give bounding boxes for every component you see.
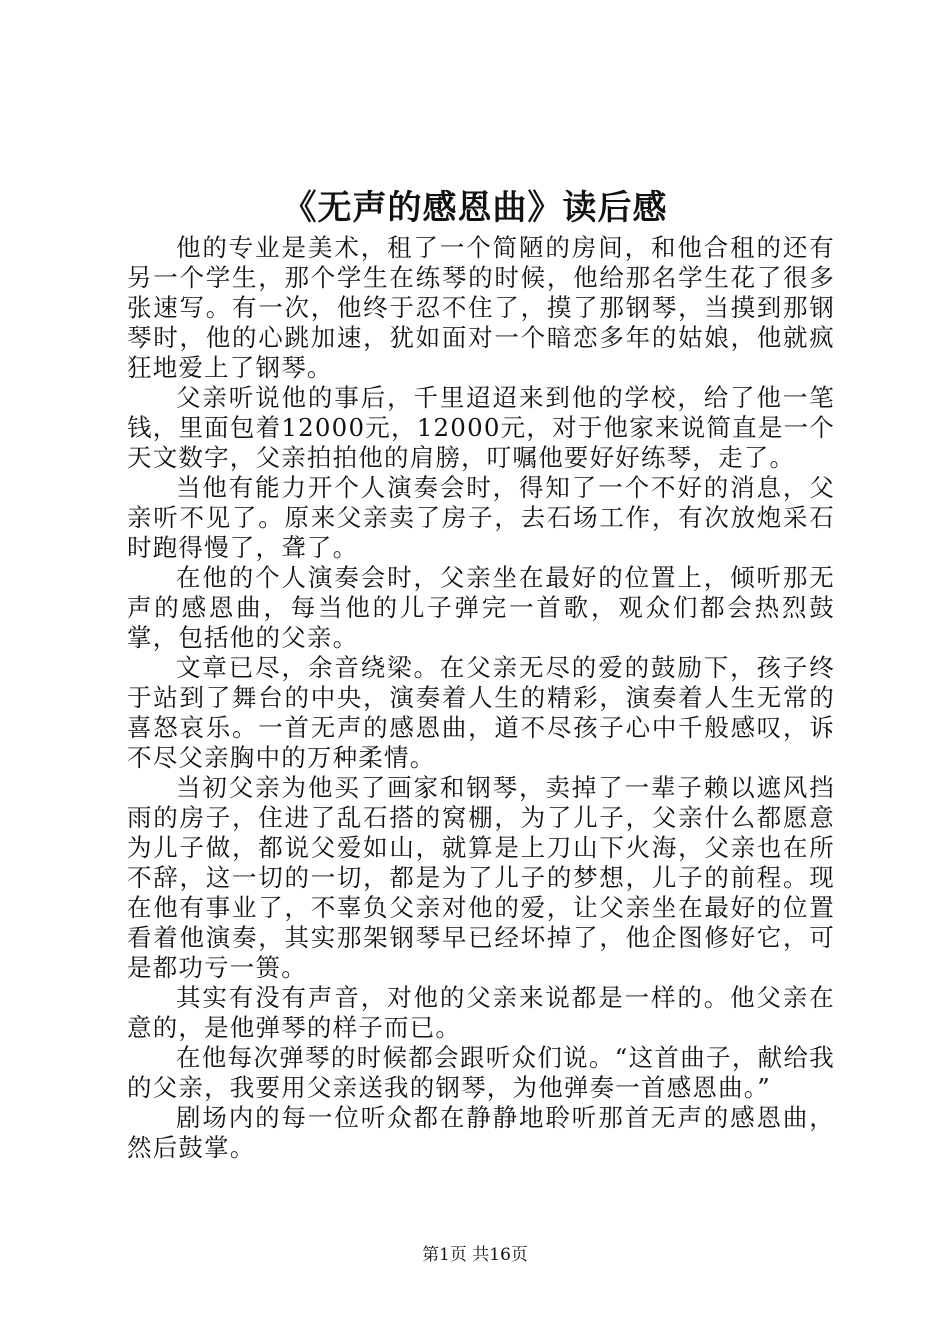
paragraph: 其实有没有声音，对他的父亲来说都是一样的。他父亲在意的，是他弹琴的样子而已。 <box>127 983 835 1042</box>
paragraph: 当初父亲为他买了画家和钢琴，卖掉了一辈子赖以遮风挡雨的房子，住进了乱石搭的窝棚，为了儿子，父亲什么都愿意为儿子做，都说父爱如山，就算是上刀山下火海，父亲也在所不辞，这一切的一切，都是为了儿子的梦想，儿子的前程。现在他有事业了，不辜负父亲对他的爱，让父亲坐在最好的位置看着他演奏，其实那架钢琴早已经坏掉了，他企图修好它，可是都功亏一篑。 <box>127 773 835 982</box>
paragraph: 文章已尽，余音绕梁。在父亲无尽的爱的鼓励下，孩子终于站到了舞台的中央，演奏着人生的精彩，演奏着人生无常的喜怒哀乐。一首无声的感恩曲，道不尽孩子心中千般感叹，诉不尽父亲胸中的万种柔情。 <box>127 653 835 772</box>
paragraph: 当他有能力开个人演奏会时，得知了一个不好的消息，父亲听不见了。原来父亲卖了房子，去石场工作，有次放炮采石时跑得慢了，聋了。 <box>127 473 835 562</box>
document-title: 《无声的感恩曲》读后感 <box>282 188 668 228</box>
paragraph: 父亲听说他的事后，千里迢迢来到他的学校，给了他一笔钱，里面包着12000元，12000元，对于他家来说简直是一个天文数字，父亲拍拍他的肩膀，叮嘱他要好好练琴，走了。 <box>127 383 835 472</box>
paragraph: 在他的个人演奏会时，父亲坐在最好的位置上，倾听那无声的感恩曲，每当他的儿子弹完一首歌，观众们都会热烈鼓掌，包括他的父亲。 <box>127 563 835 652</box>
page-number-footer: 第1页 共16页 <box>422 1245 528 1265</box>
paragraph: 他的专业是美术，租了一个简陋的房间，和他合租的还有另一个学生，那个学生在练琴的时候，他给那名学生花了很多张速写。有一次，他终于忍不住了，摸了那钢琴，当摸到那钢琴时，他的心跳加速，犹如面对一个暗恋多年的姑娘，他就疯狂地爱上了钢琴。 <box>127 233 835 382</box>
paragraph: 剧场内的每一位听众都在静静地聆听那首无声的感恩曲，然后鼓掌。 <box>127 1103 835 1162</box>
paragraph: 在他每次弹琴的时候都会跟听众们说。“这首曲子，献给我的父亲，我要用父亲送我的钢琴，为他弹奏一首感恩曲。” <box>127 1043 835 1102</box>
document-body <box>127 233 835 1163</box>
